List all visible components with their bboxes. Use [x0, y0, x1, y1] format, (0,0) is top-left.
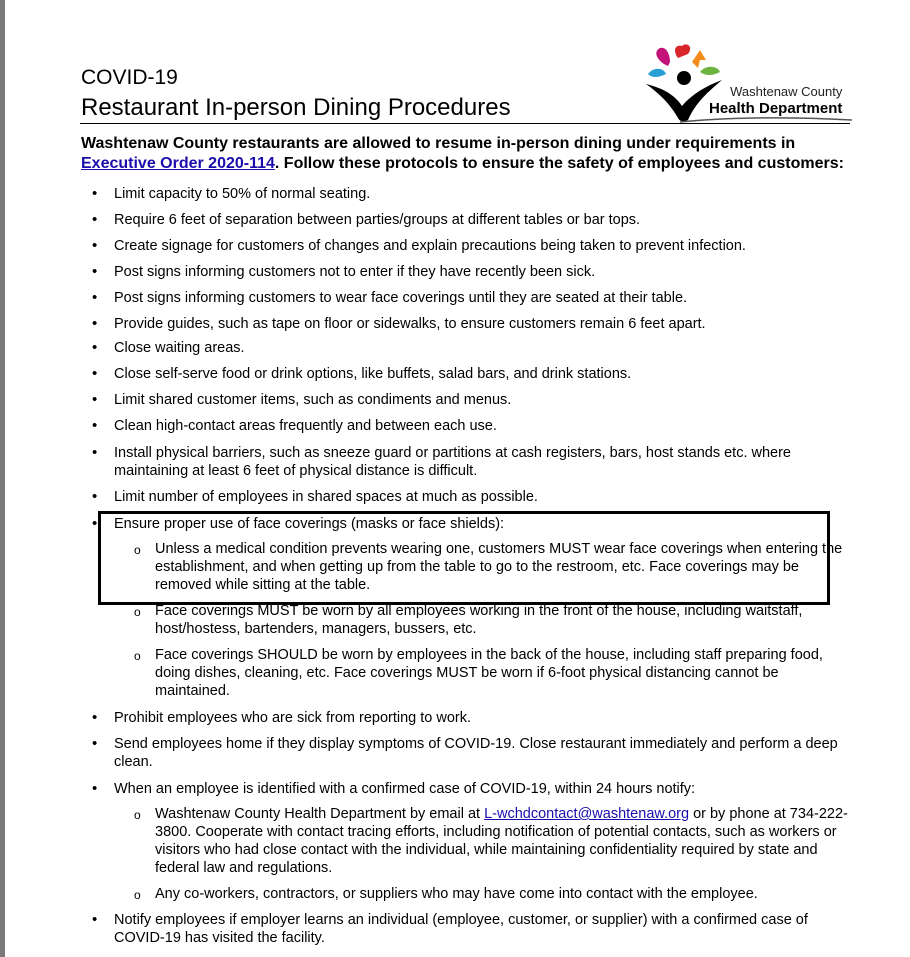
list-item: Clean high-contact areas frequently and between each use.	[114, 418, 497, 434]
list-item: Send employees home if they display symptoms of COVID-19. Close restaurant immediately and perform a deep clean.	[114, 736, 838, 770]
list-item: Limit capacity to 50% of normal seating.	[114, 186, 371, 202]
bullet-marker: •	[92, 391, 98, 408]
list-item: Prohibit employees who are sick from reporting to work.	[114, 710, 472, 726]
bullet-marker: •	[92, 339, 98, 356]
bullet-marker: •	[92, 735, 98, 752]
sub-bullet-marker: o	[134, 543, 141, 557]
logo-leaf-pink	[656, 48, 670, 66]
list-item: Notify employees if employer learns an individual (employee, customer, or supplier) with a confirmed case of COVID-19 has visited the facility.	[114, 912, 808, 946]
sub-list-item: Face coverings MUST be worn by all employees working in the front of the house, including waitstaff, host/hostess, bartenders, managers, bussers, etc.	[155, 603, 803, 637]
sub-bullet-marker: o	[134, 605, 141, 619]
list-item: Limit shared customer items, such as condiments and menus.	[114, 392, 512, 408]
list-item: Post signs informing customers to wear face coverings until they are seated at their table.	[114, 290, 688, 306]
list-item: Install physical barriers, such as sneeze guard or partitions at cash registers, bars, host stands etc. where maintaining at least 6 feet of physical distance is difficult.	[114, 445, 791, 479]
logo-leaf-orange	[692, 50, 706, 68]
sub-bullet-marker: o	[134, 808, 141, 822]
sub-list-item	[155, 805, 855, 877]
list-item: Ensure proper use of face coverings (masks or face shields):	[114, 516, 505, 532]
logo-leaf-blue	[648, 69, 666, 77]
intro-paragraph	[81, 134, 861, 174]
highlight-box	[98, 511, 830, 605]
list-item: Provide guides, such as tape on floor or sidewalks, to ensure customers remain 6 feet apart.	[114, 316, 706, 332]
sub-list-item: Unless a medical condition prevents wearing one, customers MUST wear face coverings when entering the establishment, and when getting up from the table to go to the restroom, etc. Face coverings may be removed while sitting at the table.	[155, 541, 843, 593]
logo-text	[709, 83, 842, 117]
list-item: Limit number of employees in shared spaces at much as possible.	[114, 489, 538, 505]
intro-text-after: . Follow these protocols to ensure the safety of employees and customers:	[274, 155, 844, 172]
sub-bullet-marker: o	[134, 649, 141, 663]
doc-title-line1: COVID-19	[81, 66, 178, 89]
logo-text-department: Health Department	[709, 100, 843, 117]
bullet-marker: •	[92, 263, 98, 280]
notify-text-after: or by phone at 734-222-3800. Cooperate with contact tracing efforts, including notification of potential contacts, such as workers or visitors who had close contact with the individual, while maintaining confidentiality required by state and federal law and regulations.	[155, 806, 848, 876]
logo-underline	[680, 118, 852, 122]
logo-head	[677, 71, 691, 85]
bullet-marker: •	[92, 488, 98, 505]
list-item: Require 6 feet of separation between parties/groups at different tables or bar tops.	[114, 212, 641, 228]
bullet-marker: •	[92, 709, 98, 726]
logo-leaf-red	[675, 44, 690, 58]
intro-text-before: Washtenaw County restaurants are allowed to resume in-person dining under requirements in	[81, 135, 796, 152]
executive-order-link[interactable]: Executive Order 2020-114	[81, 155, 275, 172]
bullet-marker: •	[92, 417, 98, 434]
logo-text-county: Washtenaw County	[730, 84, 843, 99]
bullet-marker: •	[92, 237, 98, 254]
bullet-marker: •	[92, 780, 98, 797]
sub-bullet-marker: o	[134, 888, 141, 902]
list-item: Close waiting areas.	[114, 340, 245, 356]
logo-leaf-green	[700, 67, 720, 75]
list-item: Create signage for customers of changes and explain precautions being taken to prevent infection.	[114, 238, 746, 254]
sub-list-item: Any co-workers, contractors, or suppliers who may have come into contact with the employee.	[155, 886, 758, 902]
notify-text-before: Washtenaw County Health Department by email at	[155, 806, 485, 822]
bullet-marker: •	[92, 515, 98, 532]
list-item: Post signs informing customers not to enter if they have recently been sick.	[114, 264, 596, 280]
bullet-marker: •	[92, 365, 98, 382]
header-divider	[80, 123, 850, 124]
wchd-email-link[interactable]: L-wchdcontact@washtenaw.org	[484, 806, 690, 822]
bullet-marker: •	[92, 289, 98, 306]
list-item: Close self-serve food or drink options, like buffets, salad bars, and drink stations.	[114, 366, 632, 382]
bullet-marker: •	[92, 185, 98, 202]
bullet-marker: •	[92, 911, 98, 928]
bullet-marker: •	[92, 315, 98, 332]
doc-title-line2: Restaurant In-person Dining Procedures	[81, 94, 511, 121]
bullet-marker: •	[92, 444, 98, 461]
sub-list-item: Face coverings SHOULD be worn by employees in the back of the house, including staff preparing food, doing dishes, cleaning, etc. Face coverings MUST be worn if 6-foot physical distancing cannot be maintained.	[155, 647, 823, 699]
bullet-marker: •	[92, 211, 98, 228]
list-item: When an employee is identified with a confirmed case of COVID-19, within 24 hours notify:	[114, 781, 696, 797]
